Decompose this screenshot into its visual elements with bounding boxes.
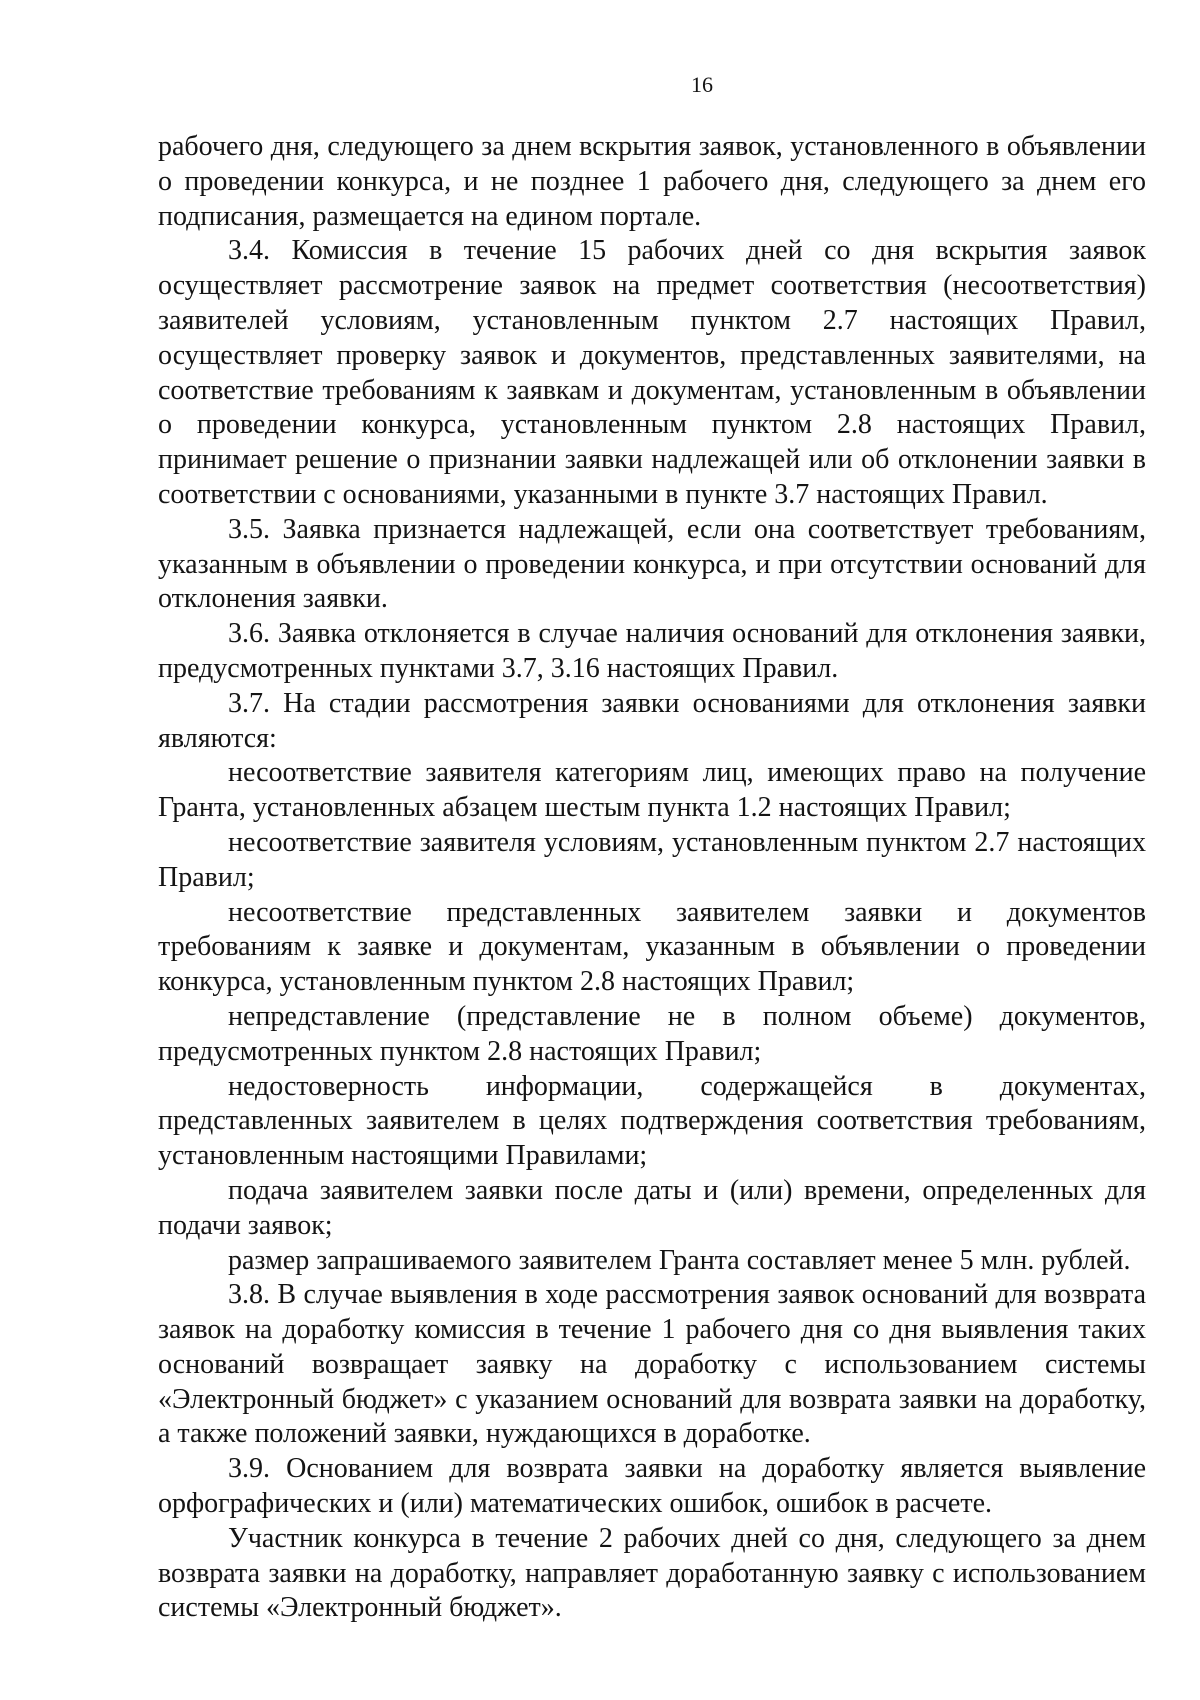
list-item-grounds-5: недостоверность информации, содержащейся в документах, представленных заявителем в целях подтверждения соответствия требованиям, установленным настоящими Правилами; (158, 1070, 1146, 1172)
list-item-grounds-1: несоответствие заявителя категориям лиц, имеющих право на получение Гранта, установленных абзацем шестым пункта 1.2 настоящих Правил; (158, 757, 1146, 824)
list-item-grounds-3: несоответствие представленных заявителем заявки и документов требованиям к заявке и документам, указанным в объявлении о проведении конкурса, установленным пунктом 2.8 настоящих Правил; (158, 896, 1146, 998)
document-page (158, 70, 1146, 1626)
paragraph-3-8: 3.8. В случае выявления в ходе рассмотрения заявок оснований для возврата заявок на доработку комиссия в течение 1 рабочего дня со дня выявления таких оснований возвращает заявку на доработку с использованием системы «Электронный бюджет» с указанием оснований для возврата заявки на доработку, а также положений заявки, нуждающихся в доработке. (158, 1279, 1146, 1450)
paragraph-3-6: 3.6. Заявка отклоняется в случае наличия оснований для отклонения заявки, предусмотренных пунктами 3.7, 3.16 настоящих Правил. (158, 618, 1146, 684)
list-item-grounds-6: подача заявителем заявки после даты и (или) времени, определенных для подачи заявок; (158, 1174, 1146, 1241)
paragraph-3-9: 3.9. Основанием для возврата заявки на доработку является выявление орфографических и (или) математических ошибок, ошибок в расчете. (158, 1453, 1146, 1520)
list-item-grounds-2: несоответствие заявителя условиям, установленным пунктом 2.7 настоящих Правил; (158, 826, 1146, 893)
paragraph-3-4: 3.4. Комиссия в течение 15 рабочих дней со дня вскрытия заявок осуществляет рассмотрение заявок на предмет соответствия (несоответствия) заявителей условиям, установленным пунктом 2.7 настоящих Правил, осуществляет проверку заявок и документов, представленных заявителями, на соответствие требованиям к заявкам и документам, установленным в объявлении о проведении конкурса, установленным пунктом 2.8 настоящих Правил, принимает решение о признании заявки надлежащей или об отклонении заявки в соответствии с основаниями, указанными в пункте 3.7 настоящих Правил. (158, 235, 1146, 510)
paragraph-3-7: 3.7. На стадии рассмотрения заявки основаниями для отклонения заявки являются: (158, 687, 1146, 754)
page-number: 16 (691, 72, 713, 97)
paragraph-3-5: 3.5. Заявка признается надлежащей, если она соответствует требованиям, указанным в объявлении о проведении конкурса, и при отсутствии оснований для отклонения заявки. (158, 513, 1146, 615)
paragraph-continuation: рабочего дня, следующего за днем вскрытия заявок, установленного в объявлении о проведении конкурса, и не позднее 1 рабочего дня, следующего за днем его подписания, размещается на едином портале. (158, 131, 1146, 232)
paragraph-participant: Участник конкурса в течение 2 рабочих дней со дня, следующего за днем возврата заявки на доработку, направляет доработанную заявку с использованием системы «Электронный бюджет». (158, 1522, 1146, 1624)
list-item-grounds-7: размер запрашиваемого заявителем Гранта составляет менее 5 млн. рублей. (228, 1244, 1131, 1276)
list-item-grounds-4: непредставление (представление не в полном объеме) документов, предусмотренных пунктом 2.8 настоящих Правил; (158, 1000, 1146, 1067)
